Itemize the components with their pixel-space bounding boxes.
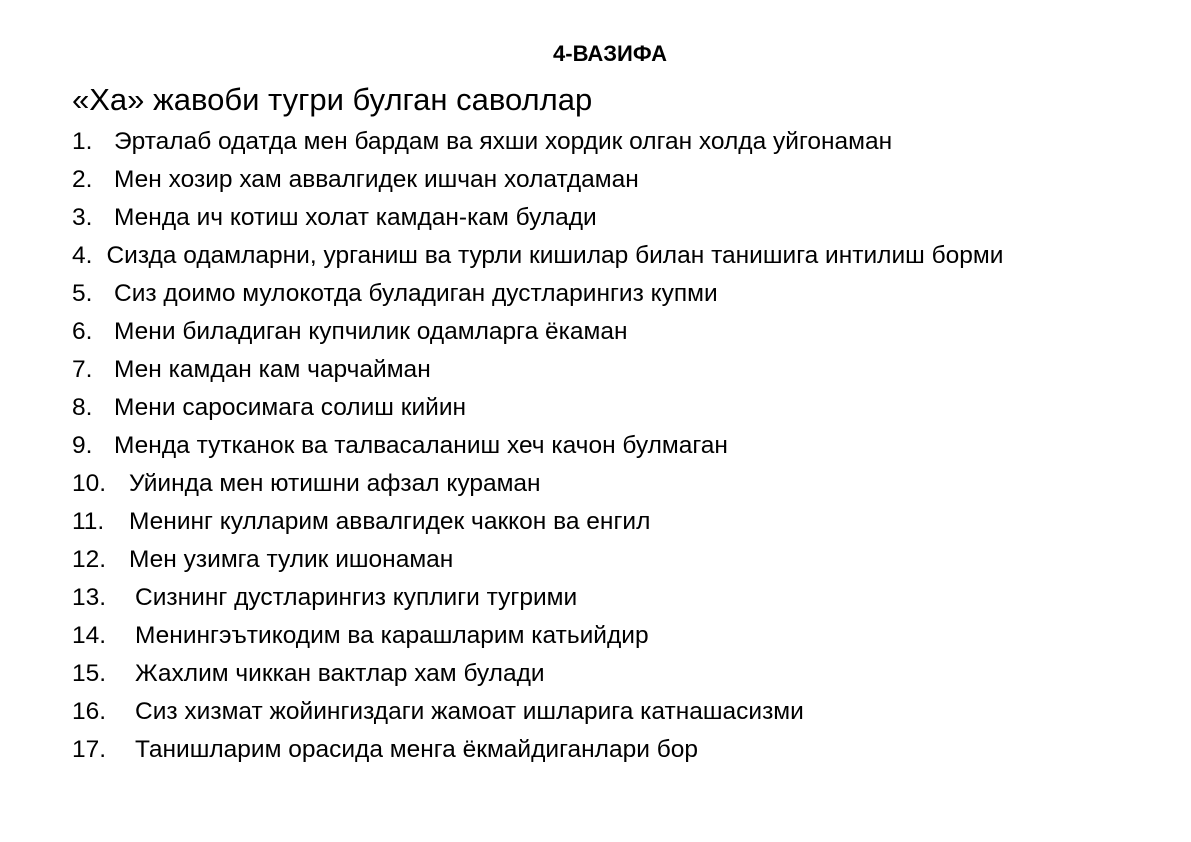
item-text: Сиз доимо мулокотда буладиган дустларингиз купми bbox=[114, 280, 718, 307]
list-item bbox=[72, 313, 1148, 351]
item-text: Мен камдан кам чарчайман bbox=[114, 356, 431, 383]
item-text: Мени биладиган купчилик одамларга ёкаман bbox=[114, 318, 628, 345]
item-number: 12. bbox=[72, 546, 107, 573]
item-text: Мен хозир хам аввалгидек ишчан холатдаман bbox=[114, 166, 639, 193]
item-text: Танишларим орасида менга ёкмайдиганлари бор bbox=[135, 736, 698, 763]
item-text: Сиз хизмат жойингиздаги жамоат ишларига катнашасизми bbox=[135, 698, 804, 725]
section-heading: «Ха» жавоби тугри булган саволлар bbox=[72, 82, 593, 117]
item-text: Эрталаб одатда мен бардам ва яхши хордик олган холда уйгонаман bbox=[114, 128, 893, 155]
list-item bbox=[72, 275, 1148, 313]
list-item bbox=[72, 389, 1148, 427]
list-item bbox=[72, 617, 1148, 655]
list-item bbox=[72, 351, 1148, 389]
item-text: Сизнинг дустларингиз куплиги тугрими bbox=[135, 584, 578, 611]
list-item bbox=[72, 693, 1148, 731]
item-number: 10. bbox=[72, 470, 107, 497]
item-text: Жахлим чиккан вактлар хам булади bbox=[135, 660, 545, 687]
list-item bbox=[72, 161, 1148, 199]
item-text: Уйинда мен ютишни афзал кураман bbox=[129, 470, 541, 497]
item-number: 1. bbox=[72, 128, 93, 155]
question-list bbox=[72, 123, 1148, 769]
list-item bbox=[72, 237, 1148, 275]
item-number: 11. bbox=[72, 508, 105, 535]
list-item bbox=[72, 123, 1148, 161]
item-number: 16. bbox=[72, 698, 107, 725]
item-number: 4. bbox=[72, 242, 93, 269]
list-item bbox=[72, 427, 1148, 465]
item-number: 3. bbox=[72, 204, 93, 231]
item-text: Менда тутканок ва талвасаланиш хеч качон булмаган bbox=[114, 432, 728, 459]
item-text: Менинг кулларим аввалгидек чаккон ва енгил bbox=[129, 508, 651, 535]
item-number: 8. bbox=[72, 394, 93, 421]
item-number: 13. bbox=[72, 584, 107, 611]
list-item bbox=[72, 579, 1148, 617]
list-item bbox=[72, 655, 1148, 693]
list-item bbox=[72, 465, 1148, 503]
item-number: 9. bbox=[72, 432, 93, 459]
list-item bbox=[72, 199, 1148, 237]
item-number: 2. bbox=[72, 166, 93, 193]
list-item bbox=[72, 731, 1148, 769]
item-text: Сизда одамларни, урганиш ва турли кишилар билан танишига интилиш борми bbox=[106, 242, 1004, 269]
page-title: 4-ВАЗИФА bbox=[553, 41, 667, 66]
item-number: 15. bbox=[72, 660, 107, 687]
list-item bbox=[72, 503, 1148, 541]
item-text: Менда ич котиш холат камдан-кам булади bbox=[114, 204, 597, 231]
item-text: Мени саросимага солиш кийин bbox=[114, 394, 467, 421]
item-number: 14. bbox=[72, 622, 107, 649]
item-text: Мен узимга тулик ишонаман bbox=[129, 546, 454, 573]
item-text: Менингэътикодим ва карашларим катьийдир bbox=[135, 622, 649, 649]
item-number: 17. bbox=[72, 736, 107, 763]
item-number: 7. bbox=[72, 356, 93, 383]
item-number: 5. bbox=[72, 280, 93, 307]
list-item bbox=[72, 541, 1148, 579]
item-number: 6. bbox=[72, 318, 93, 345]
